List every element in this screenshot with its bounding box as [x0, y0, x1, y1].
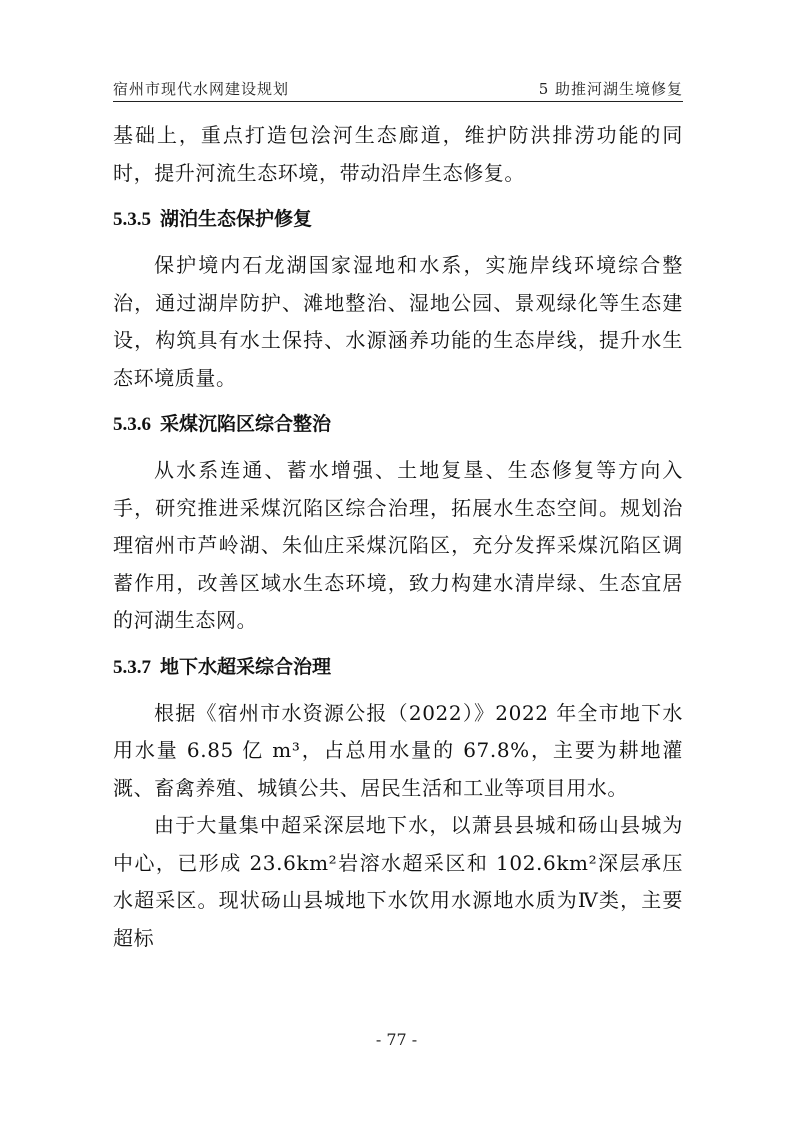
section-title: 湖泊生态保护修复: [160, 208, 313, 230]
section-heading-5-3-5: [113, 205, 683, 234]
section-5-3-6-paragraph: 从水系连通、蓄水增强、土地复垦、生态修复等方向入手，研究推进采煤沉陷区综合治理，拓展水生态空间。规划治理宿州市芦岭湖、朱仙庄采煤沉陷区，充分发挥采煤沉陷区调蓄作用，改善区域水生态环境，致力构建水清岸绿、生态宜居的河湖生态网。: [113, 458, 683, 632]
section-title: 采煤沉陷区综合整治: [160, 413, 332, 435]
section-5-3-5-paragraph: 保护境内石龙湖国家湿地和水系，实施岸线环境综合整治，通过湖岸防护、滩地整治、湿地公园、景观绿化等生态建设，构筑具有水土保持、水源涵养功能的生态岸线，提升水生态环境质量。: [113, 253, 683, 390]
running-header: [113, 78, 683, 100]
section-number: 5.3.6: [113, 414, 151, 435]
section-heading-5-3-6: [113, 410, 683, 439]
intro-paragraph: 基础上，重点打造包浍河生态廊道，维护防洪排涝功能的同时，提升河流生态环境，带动沿岸生态修复。: [113, 123, 683, 185]
section-5-3-7-paragraph-1: 根据《宿州市水资源公报（2022）》2022 年全市地下水用水量 6.85 亿 m³，占总用水量的 67.8%，主要为耕地灌溉、畜禽养殖、城镇公共、居民生活和工业等项目用水。: [113, 700, 683, 800]
page-number: - 77 -: [375, 1030, 418, 1049]
section-number: 5.3.5: [113, 209, 151, 230]
header-document-title: 宿州市现代水网建设规划: [113, 80, 290, 98]
header-divider: [113, 101, 683, 102]
section-heading-5-3-7: [113, 653, 683, 682]
header-chapter-title: 5 助推河湖生境修复: [538, 80, 683, 98]
section-number: 5.3.7: [113, 656, 151, 678]
page-body: [113, 117, 683, 957]
section-5-3-7-paragraph-2: 由于大量集中超采深层地下水，以萧县县城和砀山县城为中心，已形成 23.6km²岩溶水超采区和 102.6km²深层承压水超采区。现状砀山县城地下水饮用水源地水质为Ⅳ类，主要超标: [113, 813, 683, 950]
section-title: 地下水超采综合治理: [160, 655, 332, 678]
